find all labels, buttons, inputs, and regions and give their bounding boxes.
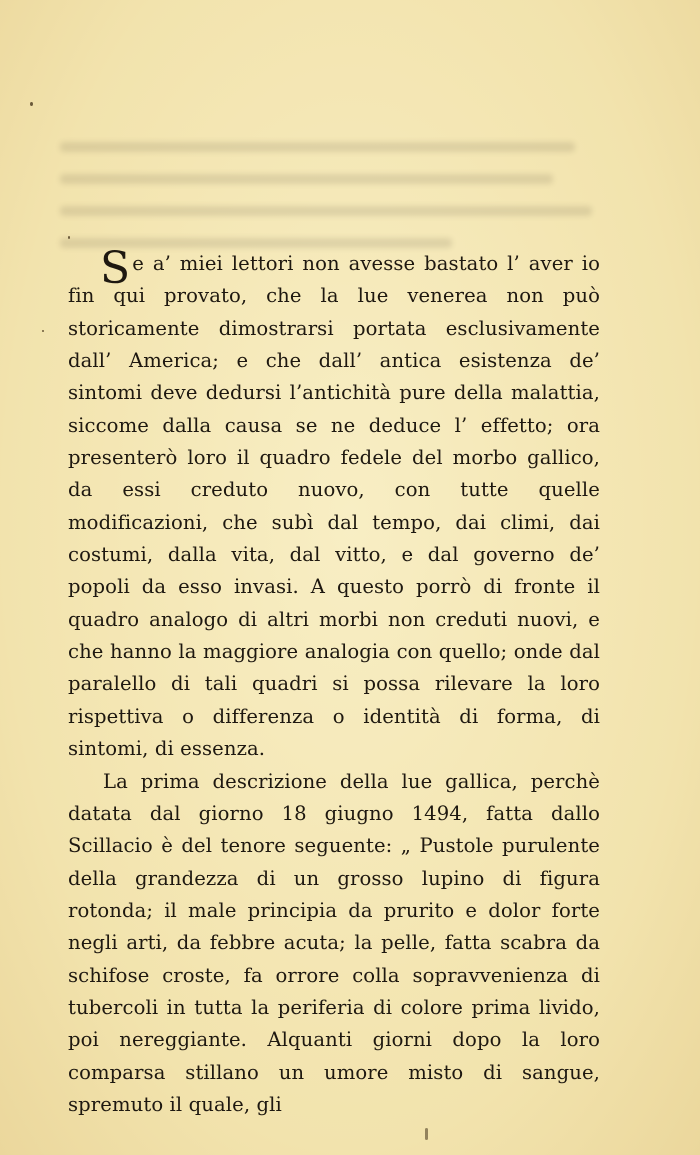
paragraph-2-text: La prima descrizione della lue gallica, perchè datata dal giorno 18 giugno 1494, fatta dallo Scillacio è del tenore seguente: „ Pustole purulente della grandezza di un grosso lupino di figura rotonda; il male principia da prurito e dolor forte negli arti, da febbre acuta; la pelle, fatta scabra da schifose croste, fa orrore colla sopravvenienza di tubercoli in tutta la periferia di colore prima livido, poi nereggiante. Alquanti giorni dopo la loro comparsa stillano un umore misto di sangue, spremuto il quale, gli bbox=[68, 769, 600, 1116]
paper-speck bbox=[425, 1128, 428, 1140]
paragraph-2 bbox=[68, 766, 600, 1122]
paper-speck bbox=[30, 102, 33, 106]
paper-speck bbox=[42, 330, 44, 332]
paragraph-1-text: e a’ miei lettori non avesse bastato l’ aver io fin qui provato, che la lue venerea non può storicamente dimostrarsi portata esclusivamente dall’ America; e che dall’ antica esistenza de’ sintomi deve dedursi l’antichità pure della malattia, siccome dalla causa se ne deduce l’ effetto; ora presenterò loro il quadro fedele del morbo gallico, da essi creduto nuovo, con tutte quelle modificazioni, che subì dal tempo, dai climi, dai costumi, dalla vita, dal vitto, e dal governo de’ popoli da esso invasi. A questo porrò di fronte il quadro analogo di altri morbi non creduti nuovi, e che hanno la maggiore analogia con quello; onde dal paralello di tali quadri si possa rilevare la loro rispettiva o differenza o identità di forma, di sintomi, di essenza. bbox=[68, 252, 600, 761]
drop-cap: S bbox=[100, 243, 131, 294]
page-body-text bbox=[68, 243, 600, 1121]
paragraph-1 bbox=[68, 243, 600, 766]
paper-speck bbox=[68, 236, 70, 239]
